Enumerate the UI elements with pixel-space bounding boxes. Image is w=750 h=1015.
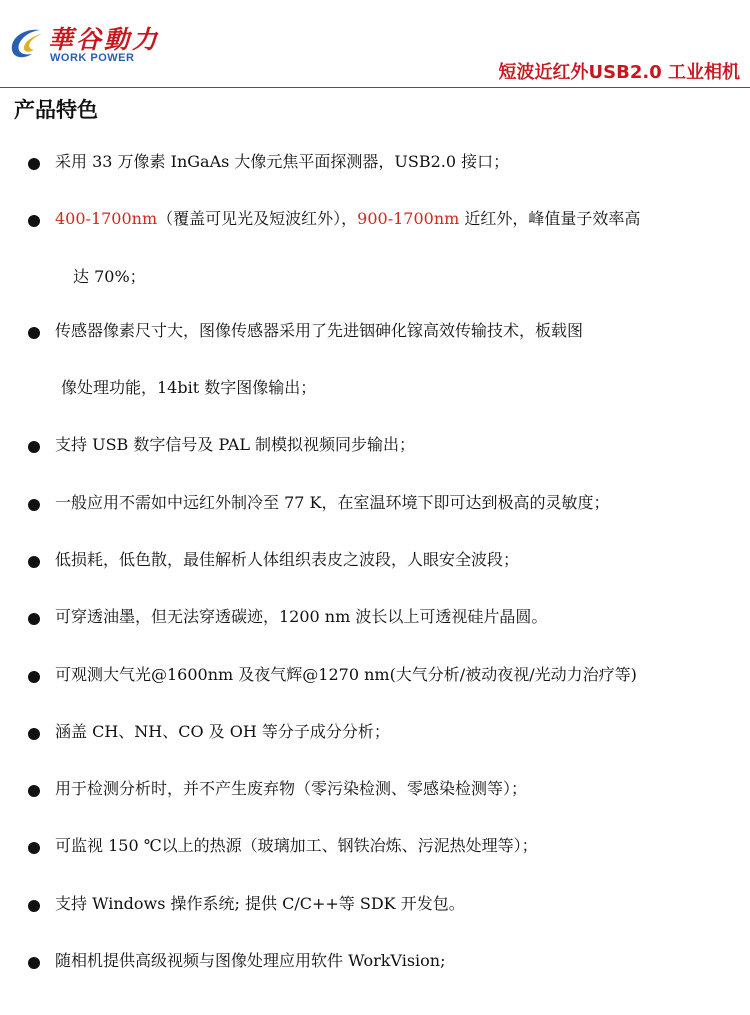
feature-text: 用于检测分析时，并不产生废弃物（零污染检测、零感染检测等）； [55, 779, 528, 798]
feature-text: 采用 33 万像素 InGaAs 大像元焦平面探测器，USB2.0 接口； [55, 152, 510, 171]
feature-text-continued: 达 70%； [73, 267, 146, 286]
bullet-icon [28, 785, 40, 797]
bullet-icon [28, 499, 40, 511]
feature-text: 低损耗，低色散，最佳解析人体组织表皮之波段，人眼安全波段； [55, 550, 520, 569]
bullet-icon [28, 842, 40, 854]
bullet-icon [28, 215, 40, 227]
section-title: 产品特色 [14, 98, 98, 122]
bullet-icon [28, 957, 40, 969]
feature-text-continued: 像处理功能，14bit 数字图像输出； [61, 378, 317, 397]
bullet-icon [28, 158, 40, 170]
feature-text: 支持 Windows 操作系统; 提供 C/C++等 SDK 开发包。 [55, 894, 465, 913]
logo-english-name: WORK POWER [50, 52, 135, 64]
feature-text [55, 206, 640, 232]
document-title: 短波近红外USB2.0 工业相机 [498, 62, 740, 83]
feature-text: 可监视 150 ℃以上的热源（玻璃加工、钢铁冶炼、污泥热处理等）； [55, 836, 538, 855]
page-header [0, 0, 750, 88]
wavelength-range-visible: 400-1700nm [55, 209, 158, 228]
feature-text-part: （覆盖可见光及短波红外）， [157, 209, 358, 228]
bullet-icon [28, 671, 40, 683]
feature-text: 传感器像素尺寸大，图像传感器采用了先进铟砷化镓高效传输技术，板载图 [55, 321, 584, 340]
bullet-icon [28, 728, 40, 740]
company-logo [6, 20, 166, 68]
feature-text: 可观测大气光@1600nm 及夜气辉@1270 nm(大气分析/被动夜视/光动力治疗等) [55, 665, 637, 684]
bullet-icon [28, 613, 40, 625]
feature-text: 可穿透油墨，但无法穿透碳迹，1200 nm 波长以上可透视硅片晶圆。 [55, 607, 548, 626]
wavelength-range-nir: 900-1700nm [357, 209, 460, 228]
feature-text: 一般应用不需如中远红外制冷至 77 K，在室温环境下即可达到极高的灵敏度； [55, 493, 610, 512]
feature-text: 涵盖 CH、NH、CO 及 OH 等分子成分分析； [55, 722, 390, 741]
bullet-icon [28, 441, 40, 453]
logo-swoosh-icon [6, 24, 46, 64]
header-divider [0, 87, 750, 88]
bullet-icon [28, 327, 40, 339]
bullet-icon [28, 556, 40, 568]
feature-text-part: 近红外，峰值量子效率高 [459, 209, 641, 228]
feature-text: 支持 USB 数字信号及 PAL 制模拟视频同步输出； [55, 435, 416, 454]
logo-chinese-name: 華谷動力 [48, 25, 161, 54]
bullet-icon [28, 900, 40, 912]
feature-text: 随相机提供高级视频与图像处理应用软件 WorkVision; [55, 951, 446, 970]
